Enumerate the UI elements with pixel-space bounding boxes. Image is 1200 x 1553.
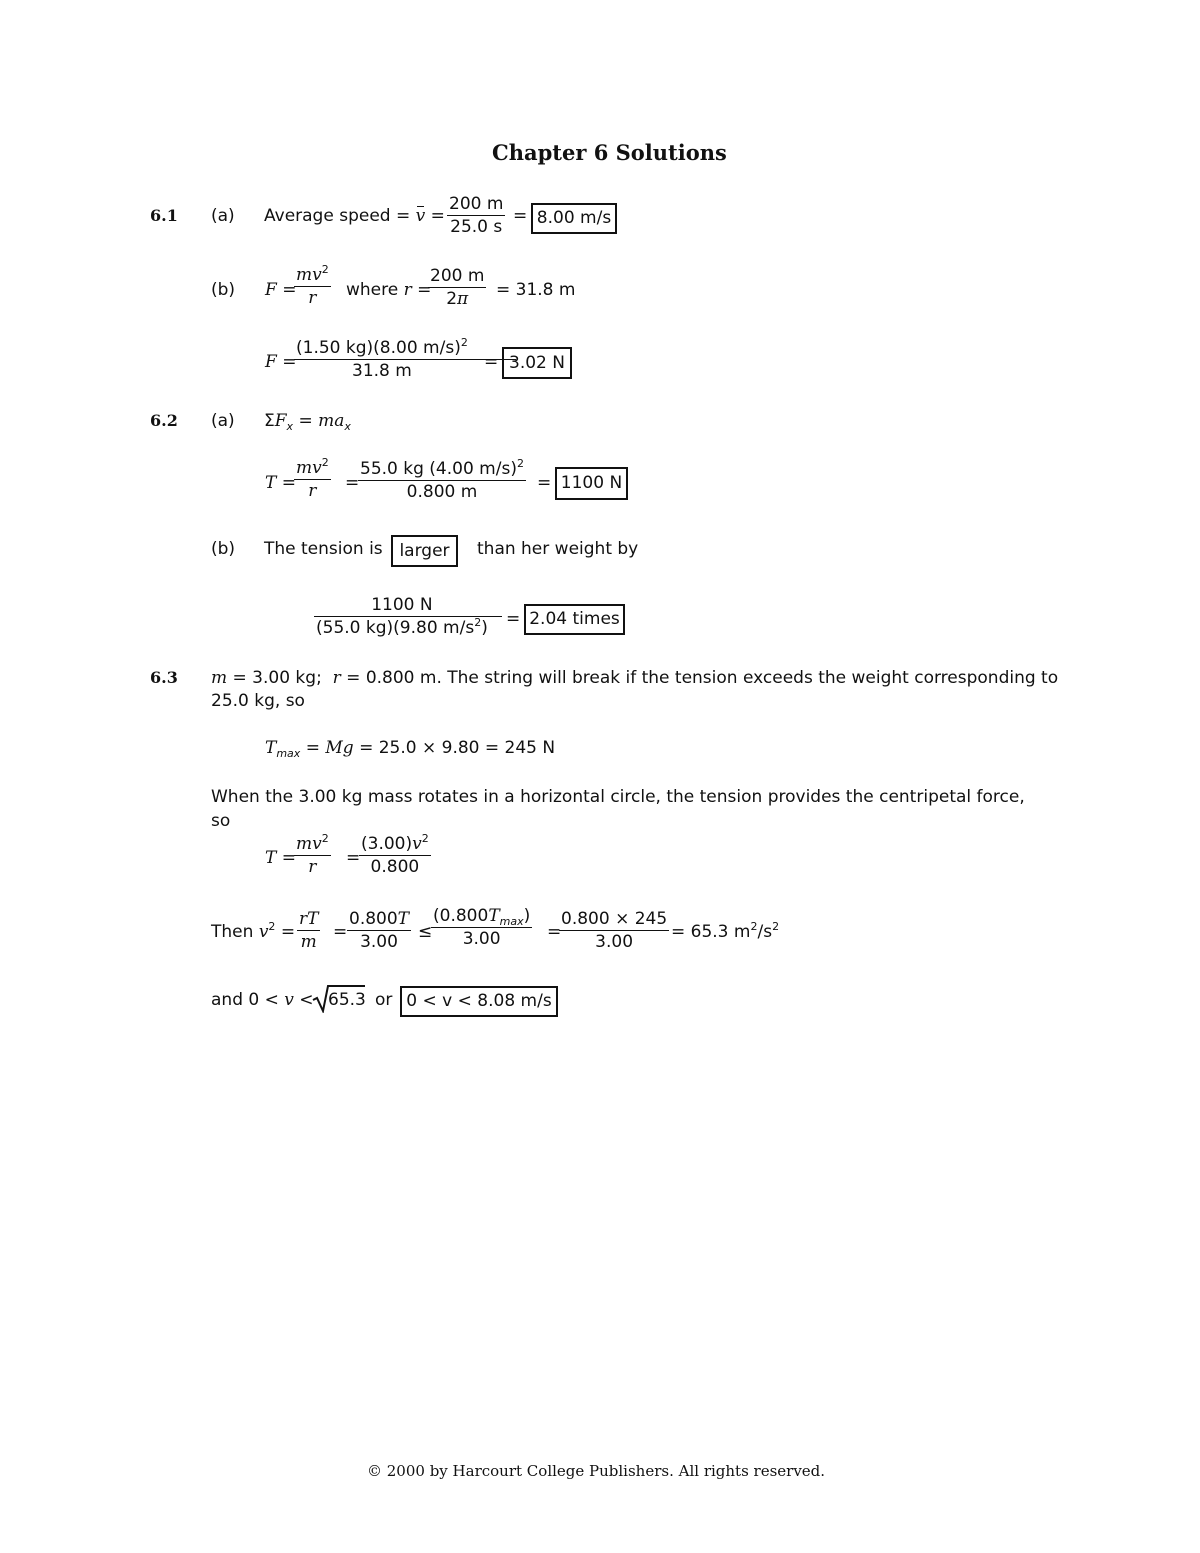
denominator: r [308, 481, 317, 501]
page-title: Chapter 6 Solutions [492, 140, 727, 165]
answer-box: 3.02 N [502, 347, 572, 379]
fraction [294, 263, 331, 308]
fraction [559, 911, 669, 951]
equation-lhs: F = [265, 280, 297, 300]
answer-box: 1100 N [555, 467, 628, 500]
numerator: 55.0 kg (4.00 m/s)$^2$ [360, 457, 524, 479]
sqrt-value: 65.3 [328, 990, 366, 1010]
equation-text: Average speed = v = [264, 206, 445, 226]
copyright-footer: © 2000 by Harcourt College Publishers. All rights reserved. [367, 1462, 826, 1480]
less-equal-sign: ≤ [418, 922, 433, 942]
answer-box [400, 986, 558, 1017]
fraction [359, 832, 431, 877]
equation-lhs: T = [265, 848, 296, 868]
numerator: 200 m [430, 266, 485, 286]
denominator: 3.00 [595, 932, 634, 952]
fraction [347, 911, 411, 951]
text: When the 3.00 kg mass rotates in a horizontal circle, the tension provides the centripetal force, [211, 787, 1025, 807]
equals-sign: = [537, 473, 552, 493]
fraction [358, 457, 526, 502]
equation-result: = 65.3 $m^2/s^2$ [671, 920, 780, 942]
equals-sign: = [513, 206, 528, 226]
numerator: $mv^2$ [296, 263, 329, 285]
answer-box: larger [391, 535, 458, 567]
final-answer: 0 < v < 8.08 m/s [406, 991, 552, 1011]
fraction [314, 597, 490, 637]
equation-lhs: F = [265, 352, 297, 372]
fraction [297, 911, 320, 951]
numerator: $(0.800T_{max})$ [433, 906, 531, 928]
equation-text: and 0 < v < [211, 990, 314, 1010]
numerator: $(3.00)v^2$ [361, 832, 429, 854]
numerator: (1.50 kg)(8.00 m/s)$^2$ [296, 336, 468, 358]
fraction [294, 336, 470, 381]
problem-number: 6.3 [150, 668, 178, 687]
equation-text: where r = [346, 280, 432, 300]
denominator: r [308, 288, 317, 308]
denominator: 0.800 m [406, 482, 478, 502]
denominator: 0.800 [370, 857, 420, 877]
answer-box: 2.04 times [524, 604, 625, 635]
equation-result: = 31.8 m [496, 280, 576, 300]
problem-number: 6.1 [150, 206, 178, 225]
numerator: 1100 N [371, 595, 433, 615]
part-label: (b) [211, 539, 236, 559]
numerator: $mv^2$ [296, 456, 329, 478]
denominator: 3.00 [462, 929, 501, 949]
text: than her weight by [477, 539, 639, 559]
equation: $T_{max} = Mg = 25.0 \times 9.80 = 245$ N [265, 738, 556, 760]
text: m = 3.00 kg; r = 0.800 m. The string will break if the tension exceeds the weight corresponding to [211, 668, 1059, 688]
equation-label: Average speed = [264, 206, 411, 226]
numerator: $mv^2$ [296, 832, 329, 854]
part-label: (b) [211, 280, 236, 300]
denominator: m [300, 932, 317, 952]
equals-sign: = [506, 609, 521, 629]
fraction [294, 456, 331, 501]
denominator: 3.00 [360, 932, 398, 952]
text: The tension is [264, 539, 383, 559]
part-label: (a) [211, 206, 235, 226]
part-label: (a) [211, 411, 235, 431]
fraction [294, 832, 331, 877]
equals-sign: = [346, 848, 361, 868]
text: or [375, 990, 393, 1010]
numerator: 0.800T [349, 909, 410, 929]
fraction [447, 196, 505, 236]
denominator: 25.0 s [450, 217, 503, 237]
denominator: 2π [446, 289, 469, 309]
equation-text: $\Sigma F_x = ma_x$ [264, 411, 351, 433]
equals-sign: = [333, 922, 348, 942]
text: 25.0 kg, so [211, 691, 305, 711]
equation-lhs: T = [265, 473, 296, 493]
denominator: 31.8 m [352, 361, 412, 381]
numerator: rT [299, 909, 319, 929]
numerator: 0.800 × 245 [561, 909, 668, 929]
equals-sign: = [547, 922, 562, 942]
problem-number: 6.2 [150, 411, 178, 430]
denominator: (55.0 kg)(9.80 $m/s^2$) [316, 616, 488, 638]
fraction [431, 908, 532, 948]
answer-box: 8.00 m/s [531, 203, 617, 234]
equation-lhs: Then $v^2$ = [211, 920, 296, 942]
fraction [428, 268, 486, 308]
numerator: 200 m [449, 194, 504, 214]
equals-sign: = [484, 352, 499, 372]
denominator: r [308, 857, 317, 877]
text: so [211, 811, 231, 831]
equals-sign: = [345, 473, 360, 493]
